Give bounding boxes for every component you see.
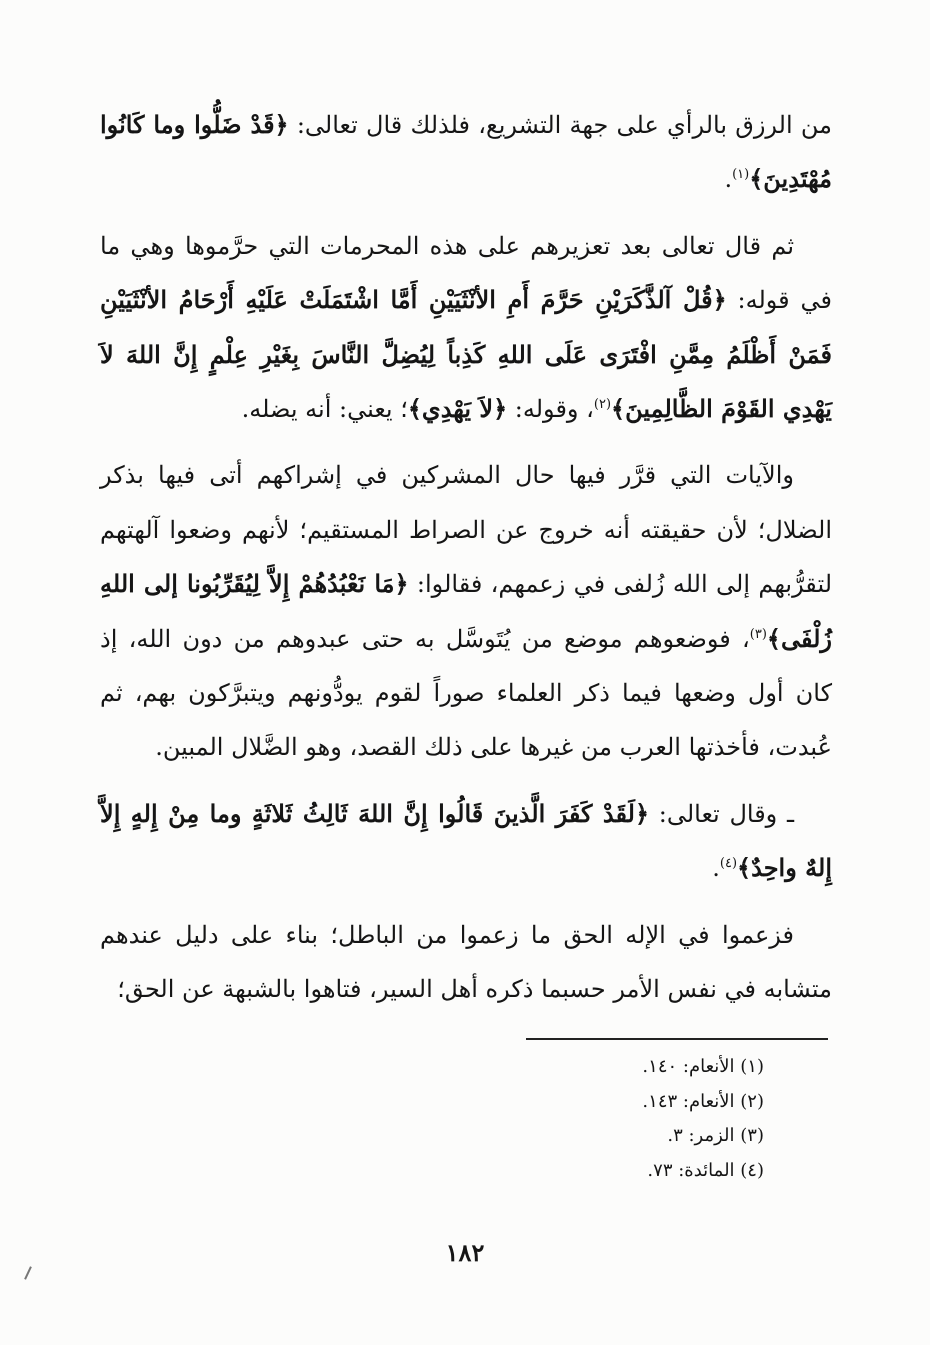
footnote-item: (٤) المائدة: ٧٣. — [647, 1159, 764, 1181]
paragraph-1 — [100, 98, 832, 207]
quran-verse: ﴿لَقَدْ كَفَرَ الَّذينَ قَالُوا إِنَّ اللهَ ثَالِثُ ثَلاثَةٍ وما مِنْ إِلهٍ إِلاَّ إِلهٌ واحِدٌ﴾ — [100, 798, 832, 883]
footnote-item: (٣) الزمر: ٣. — [667, 1125, 764, 1146]
body-text-segment: ، وقوله: — [507, 395, 594, 424]
body-text-segment: فزعموا في الإله الحق ما زعموا من الباطل؛ بناء على دليل عندهم متشابه في نفس الأمر حسبما ذكره أهل السير، فتاهوا بالشبهة عن الحق؛ — [100, 920, 832, 1004]
footnote-reference: (١) — [732, 167, 750, 183]
footnote-item: (٢) الأنعام: ١٤٣. — [642, 1090, 764, 1112]
footnote-divider — [526, 1038, 828, 1040]
paragraph-4 — [100, 787, 832, 896]
body-text — [100, 98, 832, 1017]
paragraph-2 — [100, 219, 832, 437]
body-text-segment: والآيات التي قرَّر فيها حال المشركين في إشراكهم أتى فيها بذكر الضلال؛ لأن حقيقته أنه خروج عن الصراط المستقيم؛ لأنهم وضعوا آلهتهم لتقرُّبهم إلى الله زُلفى في زعمهم، فقالوا: — [100, 461, 832, 599]
footnote-item: (١) الأنعام: ١٤٠. — [642, 1056, 764, 1077]
body-text-segment: ، فوضعوهم موضع من يُتَوسَّل به حتى عبدوهم من دون الله، إذ كان أول وضعها فيما ذكر العلماء صوراً لقوم يودُّونهم ويتبرَّكون بهم، ثم عُبدت، فأخذتها العرب من غيرها على ذلك القصد، وهو الضَّلال المبين. — [100, 624, 832, 762]
page-number: ١٨٢ — [445, 1238, 485, 1267]
quran-verse: ﴿مَا نَعْبُدُهُمْ إِلاَّ لِيُقَرِّبُونا إلى اللهِ زُلْفَى﴾ — [100, 569, 832, 653]
footnote-reference: (٣) — [749, 626, 767, 642]
body-text-segment: ؛ يعني: أنه يضله. — [241, 395, 408, 424]
body-text-segment: ثم قال تعالى بعد تعزيرهم على هذه المحرمات التي حرَّموها وهي ما في قوله: — [100, 231, 833, 315]
quran-verse: ﴿قَدْ ضَلُّوا وما كَانُوا مُهْتَدِينَ﴾ — [100, 110, 832, 194]
body-text-segment: ـ وقال تعالى: — [649, 799, 795, 828]
body-text-segment: . — [712, 854, 720, 883]
body-text-segment: من الرزق بالرأي على جهة التشريع، فلذلك قال تعالى: — [288, 111, 832, 139]
footnote-reference: (٤) — [719, 856, 738, 872]
quran-verse: ﴿لاَ يَهْدِي﴾ — [407, 394, 508, 424]
paragraph-5 — [100, 908, 832, 1017]
body-text-segment: . — [724, 165, 733, 194]
quran-verse: ﴿قُلْ آلذَّكَرَيْنِ حَرَّمَ أَمِ الأنْثَيَيْنِ أَمَّا اشْتَمَلَتْ عَلَيْهِ أَرْحَامُ الأنْثَيَيْنِ فَمَنْ أَظْلَمُ مِمَّنِ افْتَرَى عَلَى اللهِ كَذِباً لِيُضِلَّ النَّاسَ بِغَيْرِ عِلْمٍ إِنَّ اللهَ لاَ يَهْدِي القَوْمَ الظَّالِمِينَ﴾ — [100, 285, 832, 424]
footnotes-list — [364, 1050, 764, 1188]
paragraph-3 — [100, 448, 832, 774]
scan-mark — [24, 1266, 32, 1280]
footnote-reference: (٢) — [593, 397, 612, 413]
